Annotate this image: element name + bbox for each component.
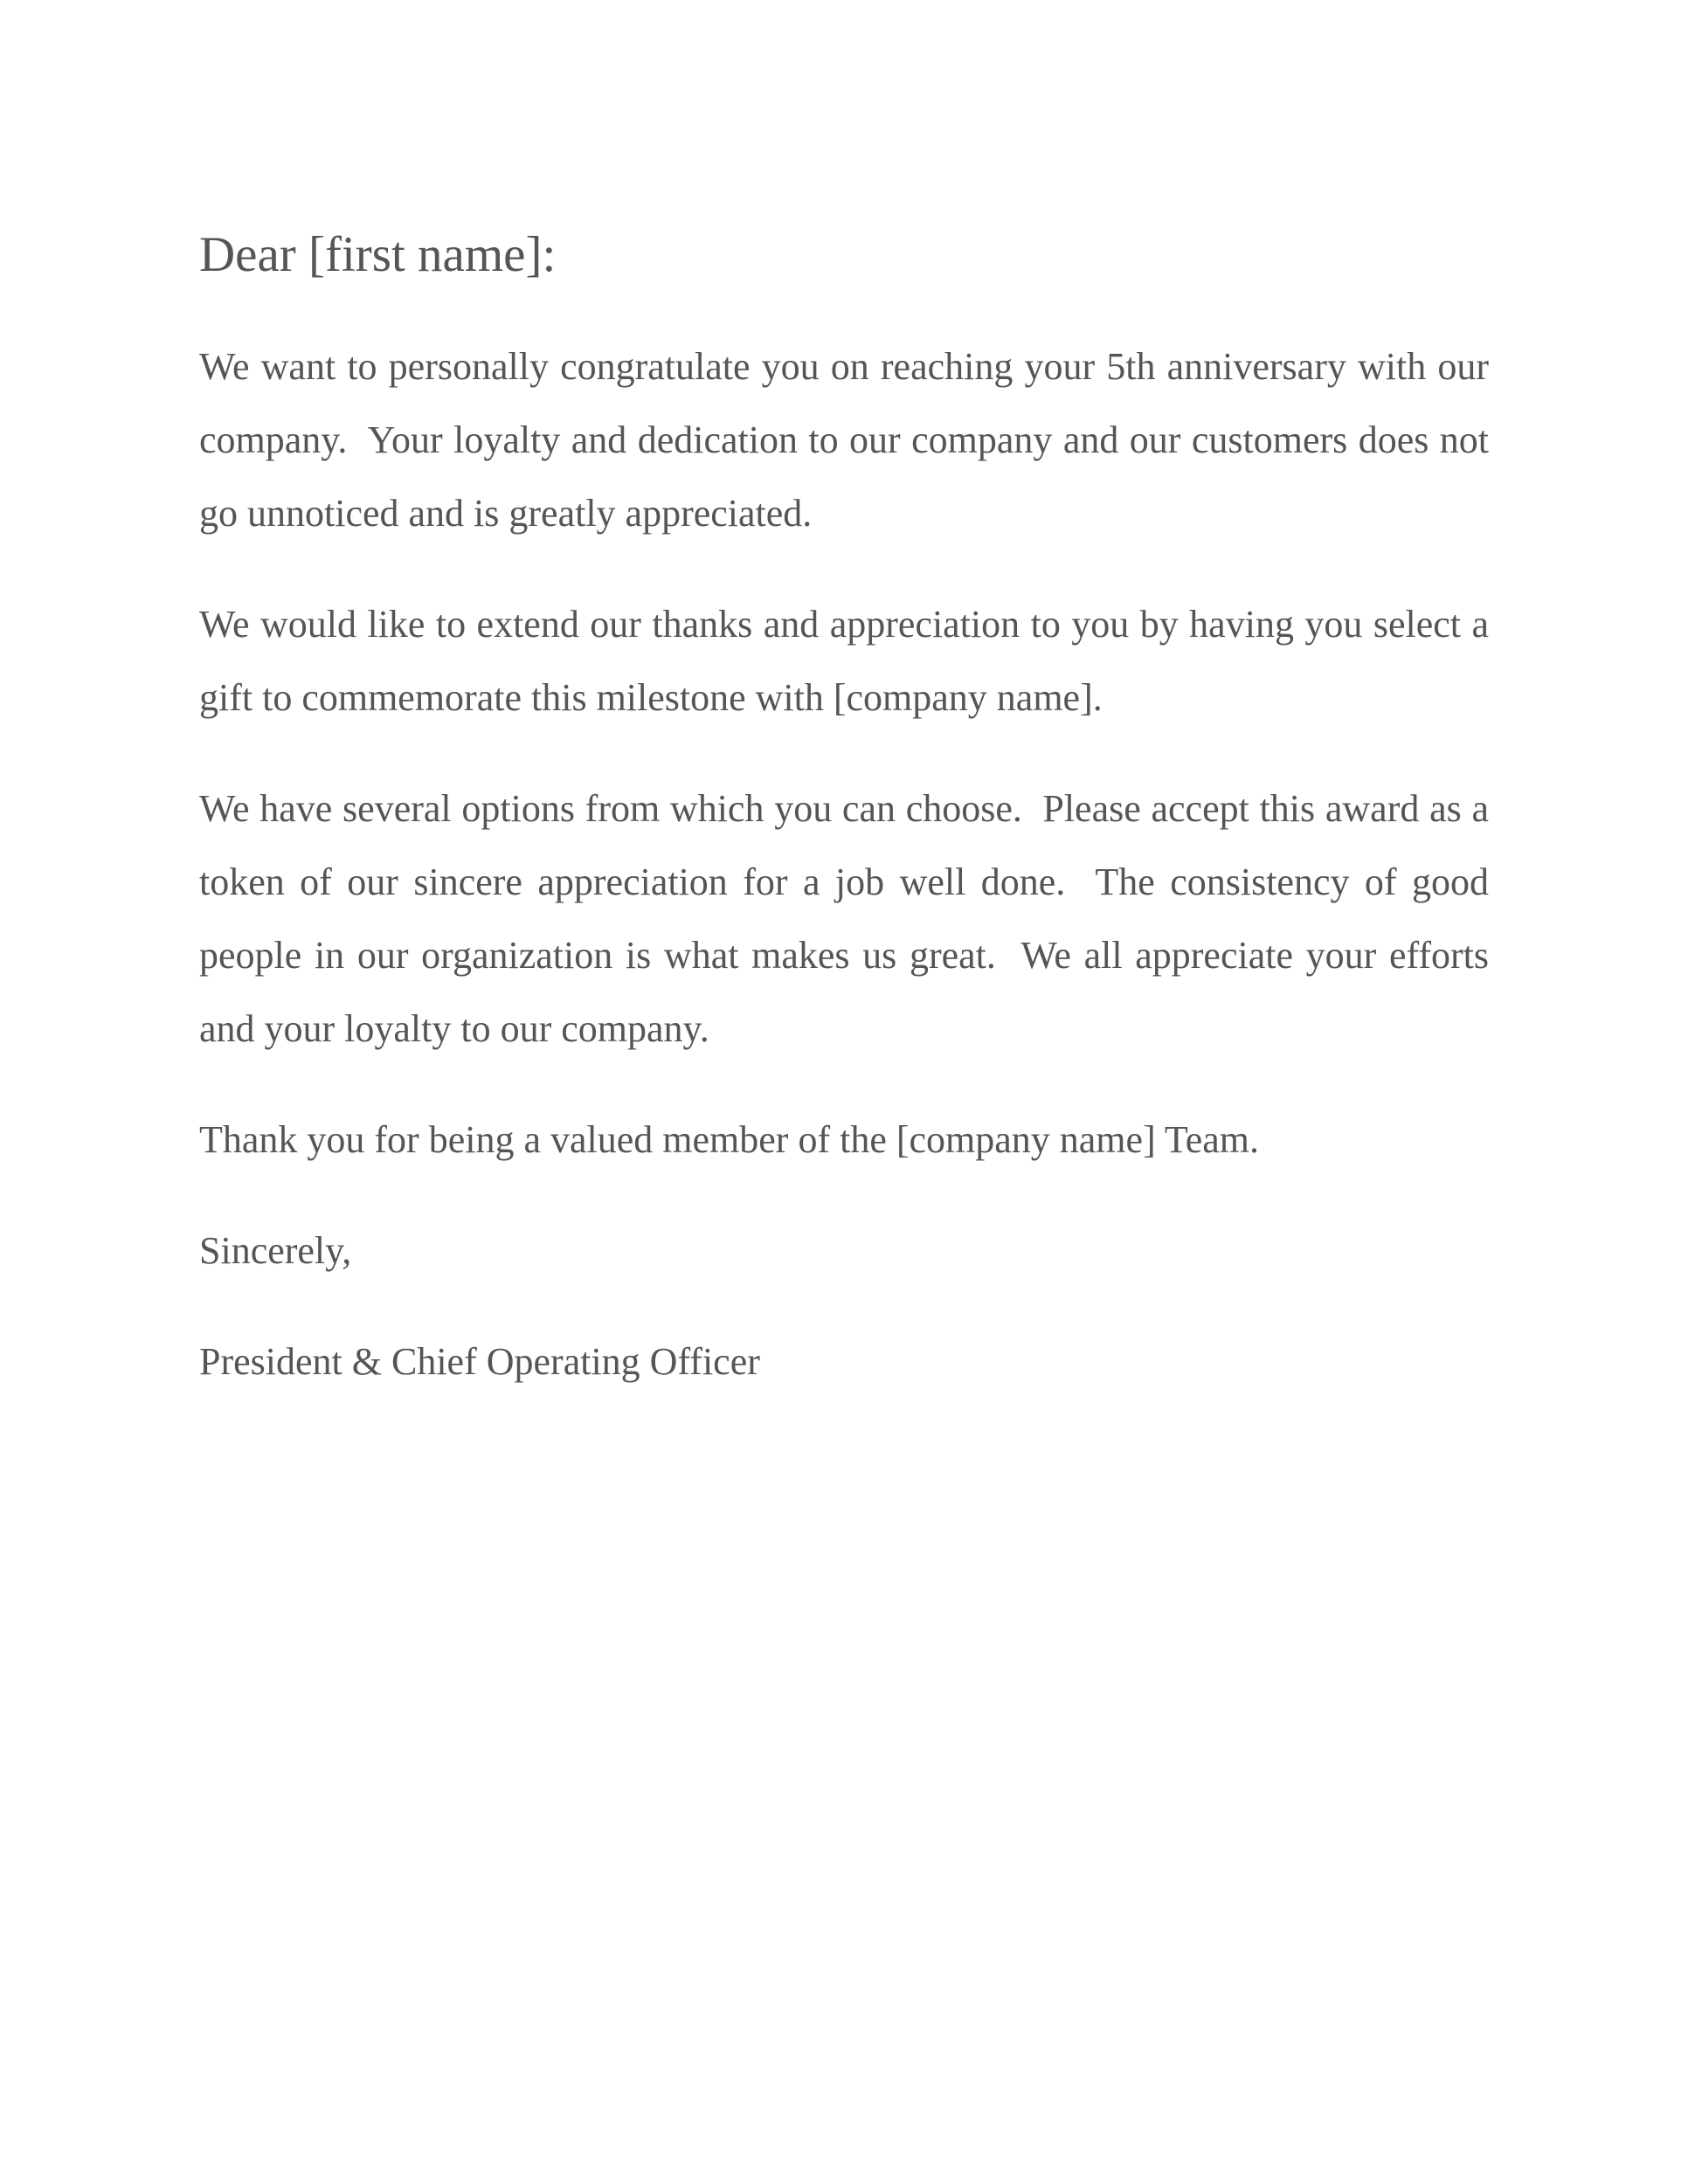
paragraph-congratulations: We want to personally congratulate you on reaching your 5th anniversary with our company. Your loyalty and dedication to our company and our customers does not go unnoticed and is greatly appreciated. [199, 345, 1498, 535]
paragraph-award-options: We have several options from which you can choose. Please accept this award as a token of our sincere appreciation for a job well done. The consistency of good people in our organization is what makes us great. We all appreciate your efforts and your loyalty to our company. [199, 787, 1498, 1050]
letter-body [199, 218, 1498, 1436]
closing: Sincerely, [199, 1229, 352, 1272]
paragraph-gift-selection: We would like to extend our thanks and appreciation to you by having you select a gift to commemorate this milestone with [company name]. [199, 603, 1498, 719]
signatory-title: President & Chief Operating Officer [199, 1340, 760, 1383]
salutation: Dear [first name]: [199, 227, 557, 282]
paragraph-thank-you: Thank you for being a valued member of the [company name] Team. [199, 1118, 1260, 1161]
